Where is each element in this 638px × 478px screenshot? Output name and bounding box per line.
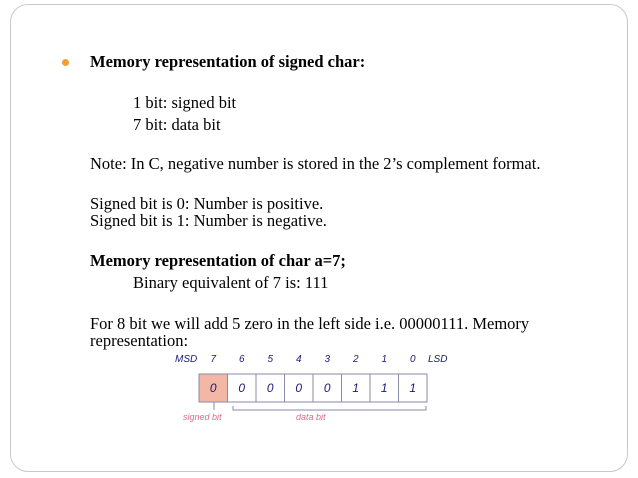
bit-position-label: 3 xyxy=(324,354,331,365)
bit-value: 0 xyxy=(323,381,331,395)
bit-position-label: 4 xyxy=(295,354,302,365)
heading: Memory representation of signed char: xyxy=(90,52,366,71)
msd-label: MSD xyxy=(175,354,198,365)
bit-position-label: 1 xyxy=(381,354,388,365)
signed-zero-text: Signed bit is 0: Number is positive. xyxy=(90,194,324,213)
signed-bit-label: signed bit xyxy=(183,412,222,422)
note-text: Note: In C, negative number is stored in the 2’s complement format. xyxy=(90,154,541,173)
bit-value: 0 xyxy=(209,381,217,395)
bit-position-label: 2 xyxy=(352,354,359,365)
bit-value: 0 xyxy=(238,381,246,395)
bit-value: 1 xyxy=(409,381,417,395)
for8-line-2: representation: xyxy=(90,331,189,350)
data-bit-bracket xyxy=(233,406,426,410)
bit-value: 0 xyxy=(266,381,274,395)
lsd-label: LSD xyxy=(428,354,448,365)
data-bit-label: data bit xyxy=(296,412,326,422)
bit-value: 1 xyxy=(380,381,388,395)
data-bit-line: 7 bit: data bit xyxy=(133,115,221,134)
bit-position-label: 7 xyxy=(210,354,217,365)
binary-line: Binary equivalent of 7 is: 111 xyxy=(133,273,329,292)
bit-value: 1 xyxy=(352,381,360,395)
bit-position-label: 5 xyxy=(267,354,274,365)
bit-value: 0 xyxy=(295,381,303,395)
bit-position-label: 6 xyxy=(238,354,245,365)
subheading: Memory representation of char a=7; xyxy=(90,251,346,270)
signed-one-text: Signed bit is 1: Number is negative. xyxy=(90,211,327,230)
signed-bit-line: 1 bit: signed bit xyxy=(133,93,237,112)
bit-position-label: 0 xyxy=(409,354,416,365)
for8-line-1: For 8 bit we will add 5 zero in the left side i.e. 00000111. Memory xyxy=(90,314,530,333)
